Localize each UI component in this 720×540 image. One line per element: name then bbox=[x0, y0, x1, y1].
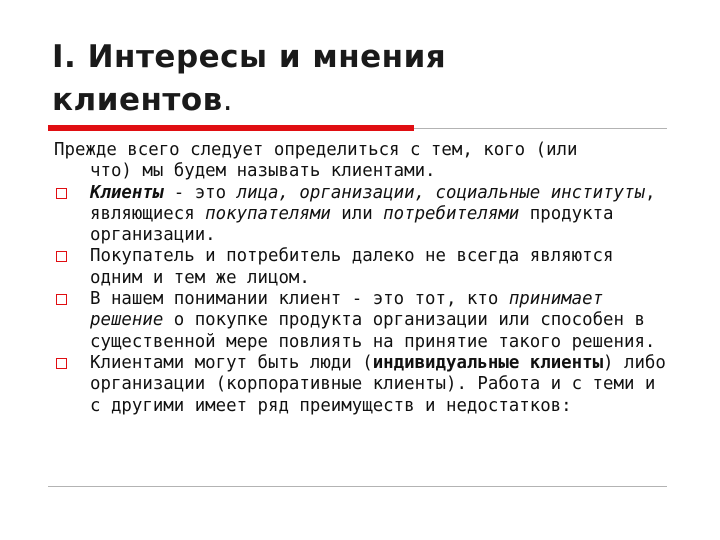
bullet-text: о покупке продукта организации или способен в существенной мере повлиять на принятие такого решения. bbox=[90, 310, 656, 352]
term-clients: Клиенты bbox=[90, 182, 164, 203]
bullet-text: Клиентами могут быть люди ( bbox=[90, 352, 373, 373]
term-decision: принимает решение bbox=[90, 289, 604, 331]
slide-title-dot: . bbox=[222, 82, 234, 118]
hollow-square-bullet-icon bbox=[56, 294, 67, 305]
hollow-square-bullet-icon bbox=[56, 251, 67, 262]
bullet-item bbox=[54, 183, 674, 247]
slide-body bbox=[54, 140, 674, 417]
term-buyers: покупателями bbox=[205, 203, 331, 224]
slide-title-line1: I. Интересы и мнения bbox=[52, 39, 447, 75]
bullet-text: Покупатель и потребитель далеко не всегда являются одним и тем же лицом. bbox=[90, 246, 614, 288]
bullet-item bbox=[54, 353, 674, 417]
hollow-square-bullet-icon bbox=[56, 358, 67, 369]
bullet-list bbox=[54, 183, 674, 417]
bottom-divider-line bbox=[48, 486, 667, 487]
term-individual-clients: индивидуальные клиенты bbox=[372, 352, 604, 373]
intro-line1: Прежде всего следует определиться с тем, кого (или bbox=[54, 140, 578, 160]
term-entities: лица, организации, социальные институты bbox=[236, 182, 645, 203]
slide-title bbox=[52, 36, 672, 122]
bullet-text: продукта организации. bbox=[90, 203, 614, 246]
term-consumers: потребителями bbox=[383, 203, 520, 224]
bullet-text: , являющиеся bbox=[90, 182, 656, 224]
intro-line2: что) мы будем называть клиентами. bbox=[90, 161, 436, 182]
slide-title-line2: клиентов bbox=[52, 82, 223, 118]
bullet-text: - это bbox=[163, 182, 237, 203]
bullet-text: ) либо организации (корпоративные клиенты). Работа и с теми и с другими имеет ряд преимуществ и недостатков: bbox=[90, 352, 666, 416]
hollow-square-bullet-icon bbox=[56, 188, 67, 199]
bullet-text: или bbox=[330, 203, 384, 224]
bullet-text: В нашем понимании клиент - это тот, кто bbox=[90, 289, 509, 310]
intro-paragraph bbox=[54, 140, 674, 183]
title-accent-bar bbox=[48, 125, 414, 131]
bullet-item bbox=[54, 246, 674, 289]
bullet-item bbox=[54, 289, 674, 353]
